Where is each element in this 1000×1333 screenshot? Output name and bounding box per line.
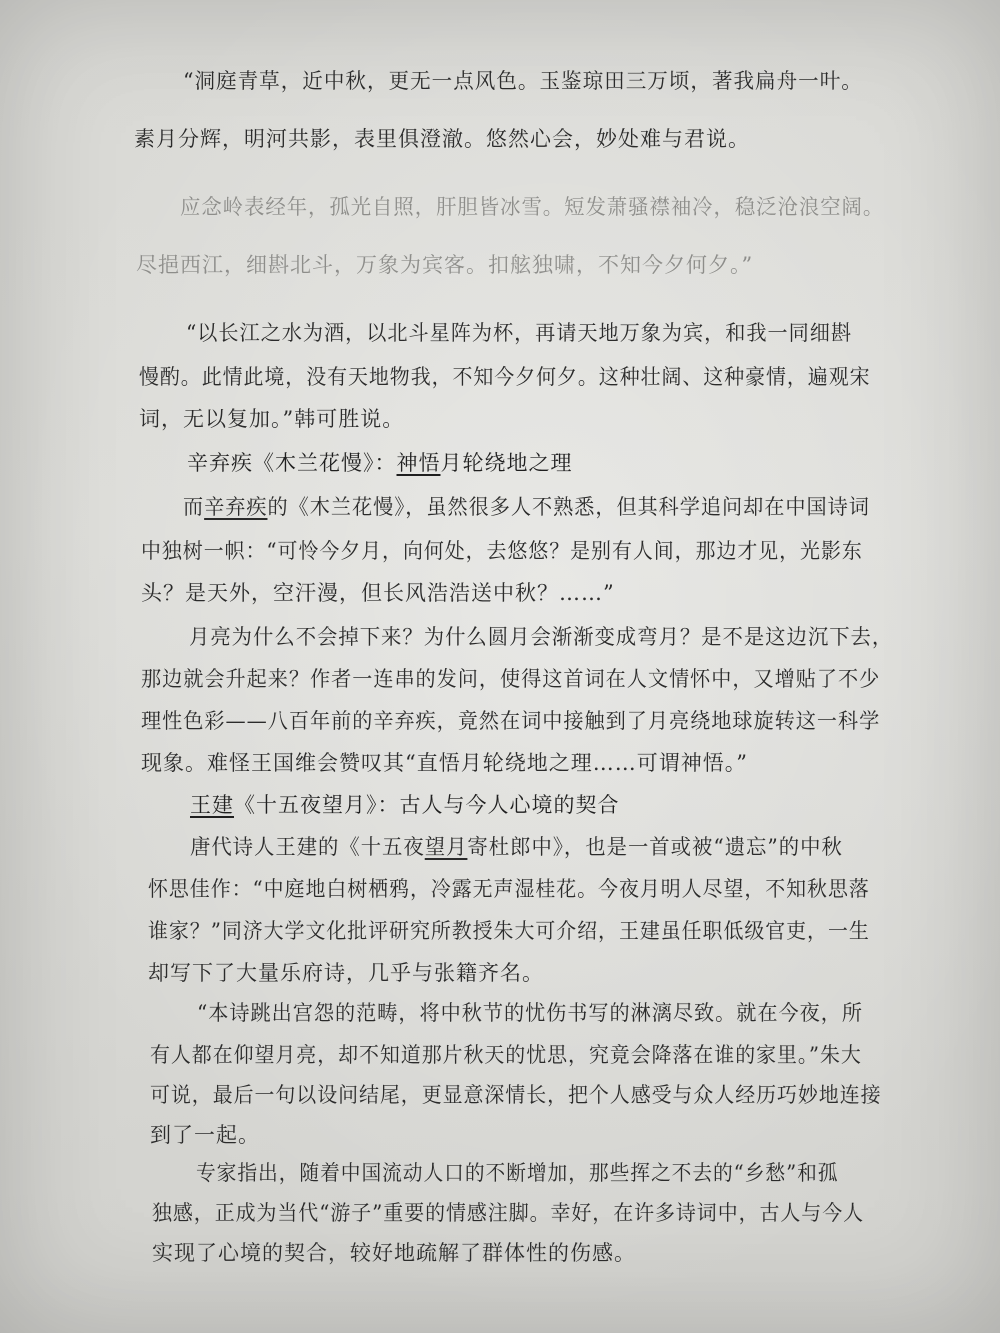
underlined-text: 望月: [424, 835, 468, 859]
text-part: 寄杜郎中》，也是一首或被“遗忘”的中秋: [467, 835, 843, 859]
quote-line-1: “以长江之水为酒，以北斗星阵为杯，再请天地万象为宾，和我一同细斟: [186, 321, 852, 345]
section-heading-wang-jian: [190, 790, 620, 820]
paragraph-line: 怀思佳作：“中庭地白树栖鸦，冷露无声湿桂花。今夜月明人尽望，不知秋思落: [148, 877, 870, 901]
paragraph-line: 现象。难怪王国维会赞叹其“直悟月轮绕地之理……可谓神悟。”: [141, 751, 748, 775]
paragraph-line: 到了一起。: [150, 1123, 260, 1147]
quote-line-2: 慢酌。此情此境，没有天地物我，不知今夕何夕。这种壮阔、这种豪情，遍观宋: [139, 365, 871, 389]
paragraph-line: [190, 832, 843, 862]
paragraph-line: 专家指出，随着中国流动人口的不断增加，那些挥之不去的“乡愁”和孤: [196, 1161, 839, 1185]
underlined-text: 王建: [190, 793, 234, 817]
paragraph-line: 却写下了大量乐府诗，几乎与张籍齐名。: [148, 961, 544, 985]
underlined-text: 辛弃疾: [204, 495, 268, 519]
paragraph-line: 月亮为什么不会掉下来？为什么圆月会渐渐变成弯月？是不是这边沉下去，: [189, 625, 894, 649]
poem-line-1: “洞庭青草，近中秋，更无一点风色。玉鉴琼田三万顷，著我扁舟一叶。: [183, 69, 863, 93]
paragraph-line: 有人都在仰望月亮，却不知道那片秋天的忧思，究竟会降落在谁的家里。”朱大: [150, 1043, 862, 1067]
heading-part: 辛弃疾《木兰花慢》：: [187, 451, 397, 475]
text-part: 的《木兰花慢》，虽然很多人不熟悉，但其科学追问却在中国诗词: [267, 495, 870, 519]
paragraph-line: 中独树一帜：“可怜今夕月，向何处，去悠悠？是别有人间，那边才见，光影东: [141, 539, 863, 563]
paragraph-line: 可说，最后一句以设问结尾，更显意深情长，把个人感受与众人经历巧妙地连接: [150, 1083, 882, 1107]
paragraph-line: 谁家？”同济大学文化批评研究所教授朱大可介绍，王建虽任职低级官吏，一生: [148, 919, 870, 943]
text-part: 唐代诗人王建的《十五夜: [190, 835, 425, 859]
quote-line-3: 词，无以复加。”韩可胜说。: [139, 407, 405, 431]
section-heading-xin-qiji: [187, 448, 573, 478]
heading-part: 月轮绕地之理: [440, 451, 573, 475]
poem-line-3: 应念岭表经年，孤光自照，肝胆皆冰雪。短发萧骚襟袖冷，稳泛沧浪空阔。: [180, 195, 885, 219]
poem-line-4: 尽挹西江，细斟北斗，万象为宾客。扣舷独啸，不知今夕何夕。”: [136, 253, 754, 277]
paragraph-line: 头？是天外，空汗漫，但长风浩浩送中秋？……”: [141, 581, 615, 605]
poem-line-2: 素月分辉，明河共影，表里俱澄澈。悠然心会，妙处难与君说。: [134, 127, 750, 151]
heading-part: 《十五夜望月》：古人与今人心境的契合: [234, 793, 620, 817]
paragraph-line: 那边就会升起来？作者一连串的发问，使得这首词在人文情怀中，又增贴了不少: [141, 667, 881, 691]
text-part: 而: [183, 495, 205, 519]
paragraph-line: 独感，正成为当代“游子”重要的情感注脚。幸好，在许多诗词中，古人与今人: [152, 1201, 864, 1225]
paragraph-line: 实现了心境的契合，较好地疏解了群体性的伤感。: [152, 1241, 636, 1265]
underlined-text: 神悟: [396, 451, 441, 475]
paragraph-line: [183, 492, 870, 522]
paragraph-line: 理性色彩——八百年前的辛弃疾，竟然在词中接触到了月亮绕地球旋转这一科学: [141, 709, 881, 733]
paragraph-line: “本诗跳出宫怨的范畴，将中秋节的忧伤书写的淋漓尽致。就在今夜，所: [197, 1001, 863, 1025]
